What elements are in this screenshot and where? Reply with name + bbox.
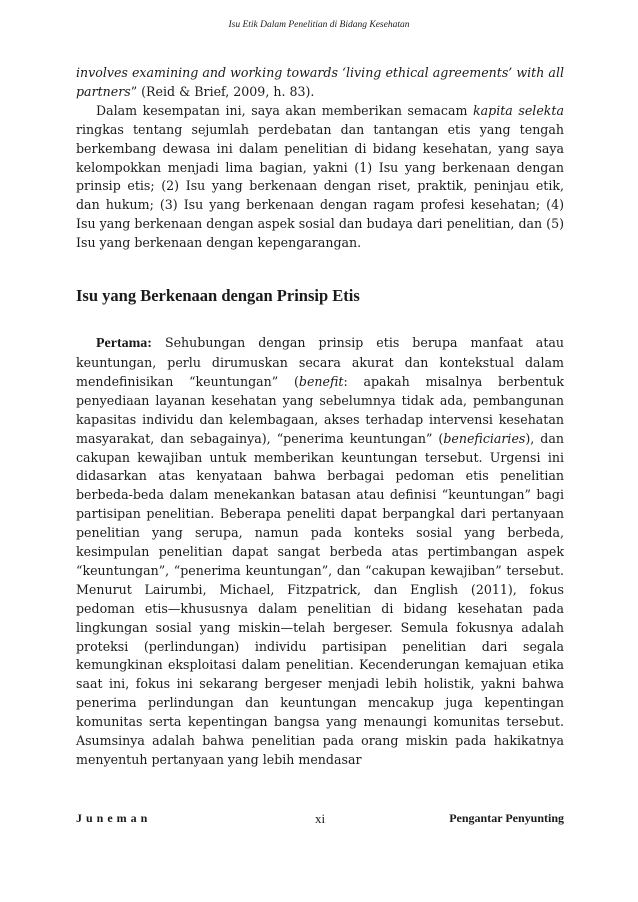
page-number: xi [314,811,326,826]
italic-quote: involves examining and working towards ‘living ethical agreements’ with all partners [76,65,564,99]
text-run: ), dan cakupan kewajiban untuk memberikan keuntungan tersebut. Urgensi ini didasarkan atas kenyataan bahwa berbagai pedoman etis penelitian berbeda-beda dalam menekankan batasan atau definisi “keuntungan” bagi partisipan penelitian. Beberapa peneliti dapat berpangkal dari pertanyaan penelitian yang serupa, namun pada konteks sosial yang berbeda, kesimpulan penelitian dapat sangat berbeda atas pertimbangan aspek “keuntungan”, “penerima keuntungan”, dan “cakupan kewajiban” tersebut. Menurut Lairumbi, Michael, Fitzpatrick, dan English (2011), fokus pedoman etis—khususnya dalam penelitian di bidang kesehatan pada lingkungan sosial yang miskin—telah bergeser. Semula fokusnya adalah proteksi (perlindungan) individu partisipan penelitian dari segala kemungkinan eksploitasi dalam penelitian. Kecenderungan kemajuan etika saat ini, fokus ini sekarang bergeser menjadi lebih holistik, yakni bahwa penerima perlindungan dan keuntungan mencakup juga kepentingan komunitas serta kepentingan bangsa yang menaungi komunitas tersebut. Asumsinya adalah bahwa penelitian pada orang miskin pada hakikatnya menyentuh pertanyaan yang lebih mendasar [76,430,564,767]
footer-author: Juneman [76,811,152,825]
text-run: : apakah misalnya berbentuk penyediaan layanan kesehatan yang sebelumnya tidak ada, pembangunan kapasitas individu dan kelembagaan, akses terhadap intervensi kesehatan masyarakat, dan sebagainya), “penerima keuntungan” ( [76,373,564,446]
text-run: Dalam kesempatan ini, saya akan memberikan semacam [96,102,473,118]
italic-term: beneficiaries [443,430,526,446]
paragraph-overview [76,102,564,253]
text-run: Sehubungan dengan prinsip etis berupa manfaat atau keuntungan, perlu dirumuskan secara akurat dan kontekstual dalam mendefinisikan “keuntungan” ( [76,335,564,389]
section-heading: Isu yang Berkenaan dengan Prinsip Etis [76,286,360,306]
bold-lead: Pertama: [96,336,152,352]
text-run: ringkas tentang sejumlah perdebatan dan tantangan etis yang tengah berkembang dewasa ini dalam penelitian di bidang kesehatan, yang saya kelompokkan menjadi lima bagian, yakni (1) Isu yang berkenaan dengan prinsip etis; (2) Isu yang berkenaan dengan riset, praktik, peninjau etik, dan hukum; (3) Isu yang berkenaan dengan ragam profesi kesehatan; (4) Isu yang berkenaan dengan aspek sosial dan budaya dari penelitian, dan (5) Isu yang berkenaan dengan kepengarangan. [76,121,564,251]
footer-section: Pengantar Penyunting [449,811,564,825]
body-text [76,64,564,770]
running-head: Isu Etik Dalam Penelitian di Bidang Kesehatan [228,20,410,30]
paragraph-continuation [76,64,564,102]
citation: ” (Reid & Brief, 2009, h. 83). [130,83,315,99]
italic-term: kapita selekta [473,102,564,118]
paragraph-pertama [76,334,564,770]
italic-term: benefit [298,373,344,389]
